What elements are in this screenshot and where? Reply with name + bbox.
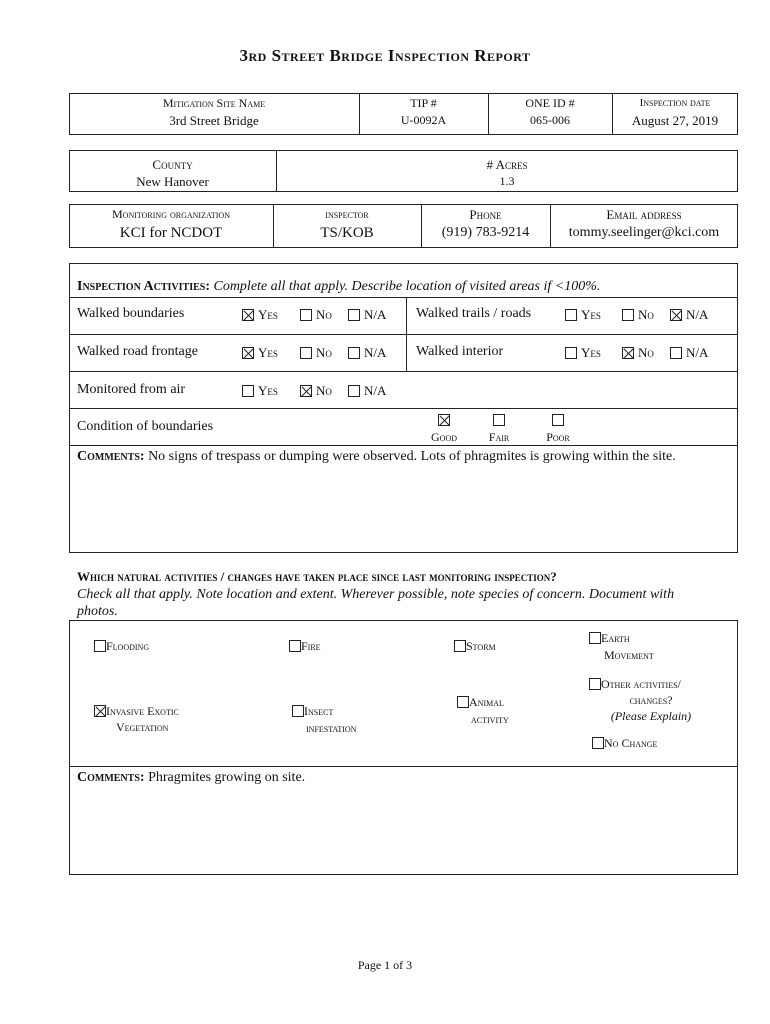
one-id-value: 065-006: [530, 113, 570, 127]
report-title: 3rd Street Bridge Inspection Report: [239, 46, 531, 65]
checkbox[interactable]: [552, 414, 564, 426]
monitored-from-air-label: Monitored from air: [77, 382, 186, 397]
walked-boundaries-na[interactable]: N/A: [348, 307, 386, 323]
checkbox[interactable]: [348, 385, 360, 397]
walked-road-frontage-yes[interactable]: Yes: [242, 345, 278, 361]
other-activities-option[interactable]: Other activities/ changes? (Please Explain): [589, 676, 713, 724]
checkbox[interactable]: [454, 640, 466, 652]
phone-value: (919) 783-9214: [441, 225, 530, 240]
natural-activities-heading: Which natural activities / changes have taken place since last monitoring inspection?: [77, 569, 557, 584]
inspector-value: TS/KOB: [320, 225, 374, 241]
checkbox[interactable]: [300, 309, 312, 321]
site-name-value: 3rd Street Bridge: [169, 113, 259, 128]
walked-interior-label: Walked interior: [416, 344, 504, 359]
checkbox-checked[interactable]: [94, 705, 106, 717]
checkbox-checked[interactable]: [670, 309, 682, 321]
acres-value: 1.3: [499, 174, 515, 188]
condition-of-boundaries-label: Condition of boundaries: [77, 419, 214, 434]
monitored-air-yes[interactable]: Yes: [242, 383, 278, 399]
condition-poor[interactable]: Poor: [538, 411, 578, 444]
inspection-date-label: Inspection date: [639, 97, 711, 109]
inspection-activities-heading: Inspection Activities: Complete all that apply. Describe location of visited areas if <100%.: [77, 279, 601, 294]
checkbox[interactable]: [242, 385, 254, 397]
walked-trails-label: Walked trails / roads: [416, 306, 532, 321]
walked-interior-na[interactable]: N/A: [670, 345, 708, 361]
checkbox[interactable]: [622, 309, 634, 321]
walked-road-frontage-label: Walked road frontage: [77, 344, 198, 359]
walked-boundaries-no[interactable]: No: [300, 307, 332, 323]
checkbox-checked[interactable]: [242, 347, 254, 359]
no-change-option[interactable]: No Change: [592, 735, 657, 751]
checkbox[interactable]: [300, 347, 312, 359]
checkbox[interactable]: [94, 640, 106, 652]
activities-comments[interactable]: Comments: No signs of trespass or dumping were observed. Lots of phragmites is growing within the site.: [77, 449, 676, 464]
checkbox[interactable]: [592, 737, 604, 749]
checkbox-checked[interactable]: [300, 385, 312, 397]
inspector-label: inspector: [325, 207, 369, 221]
condition-fair[interactable]: Fair: [480, 411, 518, 444]
monitored-air-no[interactable]: No: [300, 383, 332, 399]
fire-option[interactable]: Fire: [289, 638, 321, 654]
checkbox[interactable]: [348, 347, 360, 359]
insect-option[interactable]: Insect infestation: [292, 703, 356, 736]
checkbox[interactable]: [565, 347, 577, 359]
checkbox[interactable]: [589, 678, 601, 690]
checkbox[interactable]: [565, 309, 577, 321]
animal-activity-option[interactable]: Animal activity: [457, 694, 509, 727]
checkbox-checked[interactable]: [622, 347, 634, 359]
monitored-air-na[interactable]: N/A: [348, 383, 386, 399]
natural-activities-instructions: Check all that apply. Note location and extent. Wherever possible, note species of concern. Document with photos.: [77, 587, 675, 619]
checkbox[interactable]: [589, 632, 601, 644]
inspection-date-value: August 27, 2019: [631, 113, 719, 128]
walked-boundaries-yes[interactable]: Yes: [242, 307, 278, 323]
walked-interior-no[interactable]: No: [622, 345, 654, 361]
org-label: Monitoring organization: [112, 207, 230, 221]
one-id-label: ONE ID #: [525, 96, 575, 110]
email-label: Email address: [606, 207, 682, 222]
walked-trails-yes[interactable]: Yes: [565, 307, 601, 323]
org-value: KCI for NCDOT: [119, 225, 223, 241]
walked-road-frontage-no[interactable]: No: [300, 345, 332, 361]
acres-label: # Acres: [486, 157, 528, 172]
natural-comments[interactable]: Comments: Phragmites growing on site.: [77, 770, 306, 785]
checkbox[interactable]: [457, 696, 469, 708]
county-value: New Hanover: [136, 174, 209, 189]
checkbox[interactable]: [348, 309, 360, 321]
walked-boundaries-label: Walked boundaries: [77, 306, 185, 321]
walked-trails-na[interactable]: N/A: [670, 307, 708, 323]
earth-movement-option[interactable]: Earth Movement: [589, 630, 654, 663]
checkbox[interactable]: [493, 414, 505, 426]
checkbox[interactable]: [670, 347, 682, 359]
checkbox[interactable]: [289, 640, 301, 652]
checkbox[interactable]: [292, 705, 304, 717]
county-label: County: [152, 157, 193, 172]
walked-trails-no[interactable]: No: [622, 307, 654, 323]
walked-interior-yes[interactable]: Yes: [565, 345, 601, 361]
walked-road-frontage-na[interactable]: N/A: [348, 345, 386, 361]
page-number: Page 1 of 3: [357, 958, 413, 972]
tip-label: TIP #: [410, 96, 437, 110]
natural-comments-text: Phragmites growing on site.: [148, 770, 306, 785]
site-name-label: Mitigation Site Name: [162, 96, 266, 110]
flooding-option[interactable]: Flooding: [94, 638, 149, 654]
invasive-exotic-option[interactable]: Invasive Exotic Vegetation: [94, 703, 179, 735]
condition-good[interactable]: Good: [424, 411, 464, 444]
email-value: tommy.seelinger@kci.com: [568, 225, 720, 240]
tip-value: U-0092A: [400, 113, 447, 127]
storm-option[interactable]: Storm: [454, 638, 496, 654]
activities-comments-text: No signs of trespass or dumping were observed. Lots of phragmites is growing within the site.: [148, 449, 676, 464]
phone-label: Phone: [469, 207, 502, 222]
checkbox-checked[interactable]: [438, 414, 450, 426]
checkbox-checked[interactable]: [242, 309, 254, 321]
